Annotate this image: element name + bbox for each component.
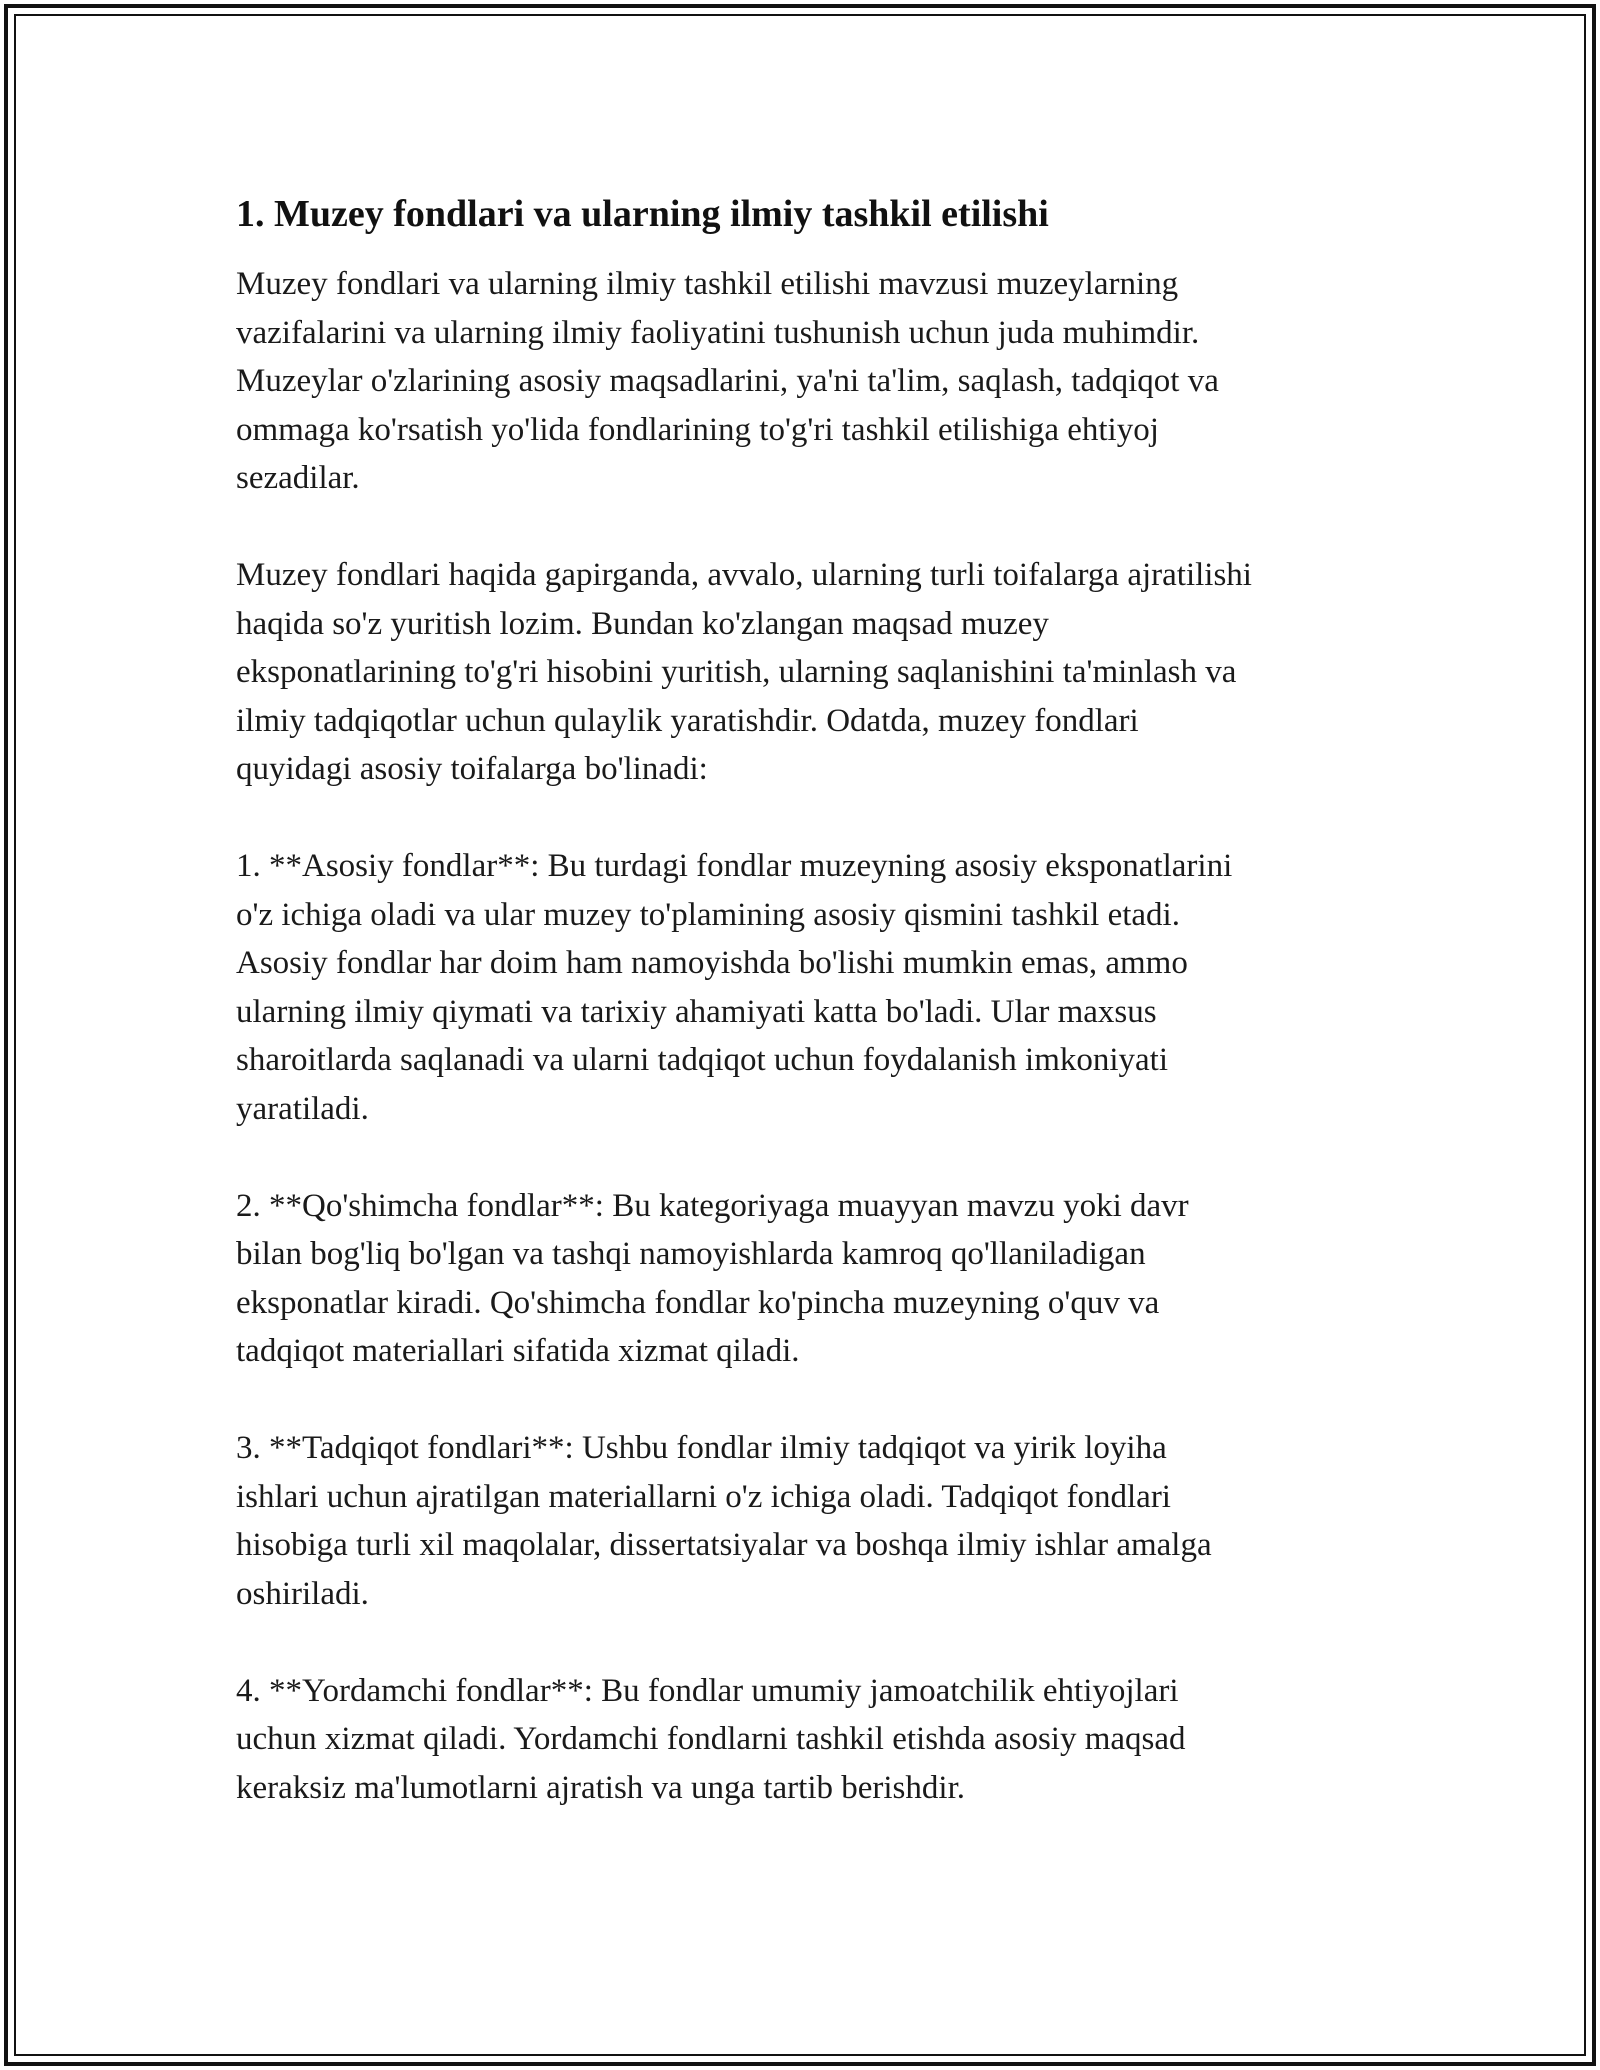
list-item-yordamchi-fondlar: 4. **Yordamchi fondlar**: Bu fondlar umumiy jamoatchilik ehtiyojlari uchun xizmat qiladi. Yordamchi fondlarni tashkil etishda asosiy maqsad keraksiz ma'lumotlarni ajratish va unga tartib berishdir. <box>236 1672 1186 1806</box>
section-heading: 1. Muzey fondlari va ularning ilmiy tashkil etilishi <box>236 193 1049 235</box>
list-item-qoshimcha-fondlar: 2. **Qo'shimcha fondlar**: Bu kategoriyaga muayyan mavzu yoki davr bilan bog'liq bo'lgan va tashqi namoyishlarda kamroq qo'llaniladigan eksponatlar kiradi. Qo'shimcha fondlar ko'pincha muzeyning o'quv va tadqiqot materiallari sifatida xizmat qiladi. <box>236 1187 1189 1369</box>
paragraph-categories: Muzey fondlari haqida gapirganda, avvalo, ularning turli toifalarga ajratilishi haqida so'z yuritish lozim. Bundan ko'zlangan maqsad muzey eksponatlarining to'g'ri hisobini yuritish, ularning saqlanishini ta'minlash va ilmiy tadqiqotlar uchun qulaylik yaratishdir. Odatda, muzey fondlari quyidagi asosiy toifalarga bo'linadi: <box>236 557 1252 787</box>
list-item-tadqiqot-fondlari: 3. **Tadqiqot fondlari**: Ushbu fondlar ilmiy tadqiqot va yirik loyiha ishlari uchun ajratilgan materiallarni o'z ichiga oladi. Tadqiqot fondlari hisobiga turli xil maqolalar, dissertatsiyalar va boshqa ilmiy ishlar amalga oshiriladi. <box>236 1430 1212 1612</box>
paragraph-intro: Muzey fondlari va ularning ilmiy tashkil etilishi mavzusi muzeylarning vazifalarini va ularning ilmiy faoliyatini tushunish uchun juda muhimdir. Muzeylar o'zlarining asosiy maqsadlarini, ya'ni ta'lim, saqlash, tadqiqot va ommaga ko'rsatish yo'lida fondlarining to'g'ri tashkil etilishiga ehtiyoj sezadilar. <box>236 266 1219 496</box>
list-item-asosiy-fondlar: 1. **Asosiy fondlar**: Bu turdagi fondlar muzeyning asosiy eksponatlarini o'z ichiga oladi va ular muzey to'plamining asosiy qismini tashkil etadi. Asosiy fondlar har doim ham namoyishda bo'lishi mumkin emas, ammo ularning ilmiy qiymati va tarixiy ahamiyati katta bo'ladi. Ular maxsus sharoitlarda saqlanadi va ularni tadqiqot uchun foydalanish imkoniyati yaratiladi. <box>236 848 1233 1127</box>
document-body <box>236 186 1386 1861</box>
